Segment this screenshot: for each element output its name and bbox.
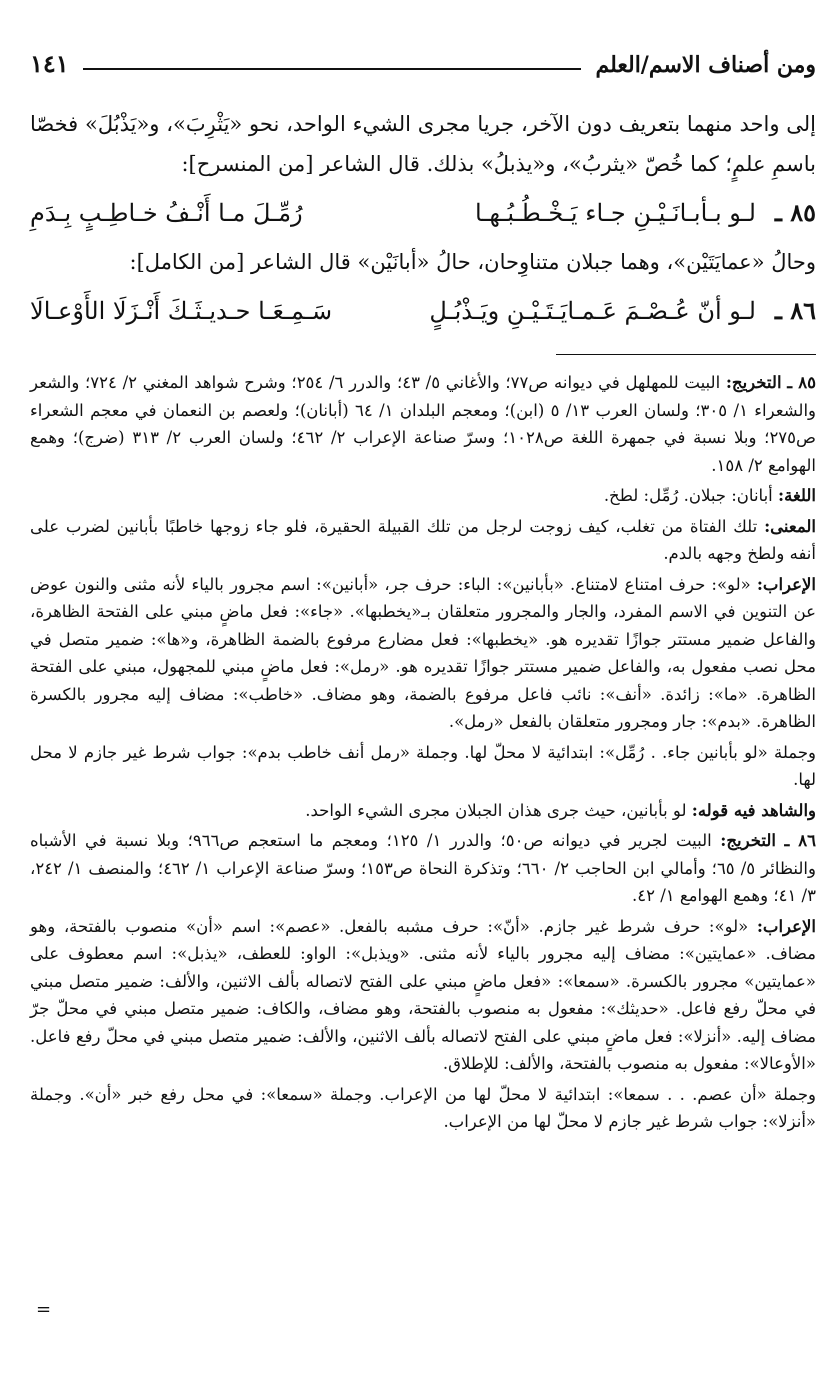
note-86-takhrij xyxy=(30,827,816,910)
verse-85 xyxy=(30,188,816,238)
note-85-lugha-label: اللغة: xyxy=(778,486,816,505)
note-85-number: ٨٥ ـ xyxy=(787,373,816,392)
note-85-jumla: وجملة «لو بأبانين جاء. . رُمِّل»: ابتدائية لا محلّ لها. وجملة «رمل أنف خاطب بدم»: جواب شرط غير جازم لا محل لها. xyxy=(30,742,816,789)
note-85-irab xyxy=(30,571,816,736)
note-85-takhrij-text: البيت للمهلهل في ديوانه ص٧٧؛ والأغاني ٥/ ٤٣؛ والدرر ٦/ ٢٥٤؛ وشرح شواهد المغني ٢/ ٧٢٤؛ والشعر والشعراء ١/ ٣٠٥؛ ولسان العرب ١٣/ ٥ (ابن)؛ ومعجم البلدان ١/ ٦٤ (أبانان)؛ ولعصم بن النعمان في معجم الشعراء ص٢٧٥؛ وبلا نسبة في جمهرة اللغة ص١٠٢٨؛ وسرّ صناعة الإعراب ٢/ ٤٦٢؛ ولسان العرب ٢/ ٣١٣ (ضرج)؛ وهمع الهوامع ٢/ ١٥٨. xyxy=(30,373,816,475)
note-86-number: ٨٦ ـ xyxy=(784,831,817,850)
note-85-irab-text: «لو»: حرف امتناع لامتناع. «بأبانين»: الباء: حرف جر، «أبانين»: اسم مجرور بالياء لأنه مثنى والنون عوض عن التنوين في الاسم المفرد، والجار والمجرور متعلقان بـ«يخطبها». «جاء»: فعل ماضٍ مبني على الفتحة الظاهرة، والفاعل ضمير مستتر جوازًا تقديره هو. «يخطبها»: فعل مضارع مرفوع بالضمة الظاهرة، و«ها»: ضمير متصل في محل نصب مفعول به، والفاعل ضمير مستتر جوازًا تقديره هو. «رمل»: فعل ماضٍ مبني للمجهول، مبني على الفتحة الظاهرة. «ما»: زائدة. «أنف»: نائب فاعل مرفوع بالضمة، وهو مضاف. «خاطب»: مضاف إليه مجرور بالكسرة الظاهرة. «بدم»: جار ومجرور متعلقان بالفعل «رمل». xyxy=(30,574,816,731)
note-86-irab-text: «لو»: حرف شرط غير جازم. «أنّ»: حرف مشبه بالفعل. «عصم»: اسم «أن» منصوب بالفتحة، وهو مضاف. «عمايتين»: مضاف إليه مجرور بالياء لأنه مثنى. «ويذبل»: الواو: للعطف، «يذبل»: اسم معطوف على «عمايتين» مجرور بالكسرة. «سمعا»: «فعل ماضٍ مبني على الفتح لاتصاله بألف الاثنين، والألف: ضمير متصل مبني في محلّ رفع فاعل. «حديثك»: مفعول به منصوب بالفتحة، وهو مضاف، والكاف: ضمير متصل مبني في محلّ جرّ مضاف إليه. «أنزلا»: فعل ماضٍ مبني على الفتح لاتصاله بألف الاثنين، والألف: ضمير متصل مبني في محلّ رفع فاعل. «الأوعالا»: مفعول به منصوب بالفتحة، والألف: للإطلاق. xyxy=(30,916,816,1073)
verse-86-second-hemistich: سَـمِـعَـا حـديـثَـكَ أَنْـزَلَا الأَوْعـالَا xyxy=(30,297,333,325)
note-85-irab-label: الإعراب: xyxy=(756,574,816,594)
page-number: ١٤١ xyxy=(30,49,69,78)
note-85-shahid xyxy=(30,797,816,825)
verse-85-first-hemistich: لـو بـأبـانَـيْـنِ جـاء يَـخْـطُـبُـهـا xyxy=(474,199,756,227)
header-rule xyxy=(83,68,582,70)
note-85-maana xyxy=(30,513,816,568)
note-85-shahid-text: لو بأبانين، حيث جرى هذان الجبلان مجرى الشيء الواحد. xyxy=(305,800,687,820)
verse-86-number: ٨٦ ـ xyxy=(774,296,816,325)
note-86-jumla: وجملة «أن عصم. . . سمعا»: ابتدائية لا محلّ لها من الإعراب. وجملة «سمعا»: في محل رفع خبر «أن». وجملة «أنزلا»: جواب شرط غير جازم لا محلّ لها من الإعراب. xyxy=(30,1084,816,1131)
running-header xyxy=(30,40,816,78)
body-paragraph-2: وحالُ «عمايَتَيْن»، وهما جبلان متناوِحان، حالُ «أبانَيْن» قال الشاعر [من الكامل]: xyxy=(129,250,816,274)
footnotes xyxy=(30,369,816,1136)
book-page xyxy=(30,40,816,1139)
main-text xyxy=(30,104,816,336)
note-85-takhrij-label: التخريج: xyxy=(725,373,782,392)
note-85-lugha xyxy=(30,482,816,510)
verse-85-second-hemistich: رُمِّـلَ مـا أَنْـفُ خـاطِـبٍ بِـدَمِ xyxy=(30,199,303,227)
verse-86 xyxy=(30,286,816,336)
note-86-irab-label: الإعراب: xyxy=(756,916,816,936)
verse-85-number: ٨٥ ـ xyxy=(774,198,816,227)
note-85-shahid-label: والشاهد فيه قوله: xyxy=(691,800,816,820)
body-paragraph-1: إلى واحد منهما بتعريف دون الآخر، جريا مجرى الشيء الواحد، نحو «يَثْرِبَ»، و«يَذْبُلَ» فخصّا باسمِ علمٍ؛ كما خُصّ «يثربُ»، و«يذبلُ» بذلك. قال الشاعر [من المنسرح]: xyxy=(30,112,816,176)
note-85-lugha-text: أبانان: جبلان. رُمِّل: لطخ. xyxy=(603,486,773,505)
running-title: ومن أصناف الاسم/العلم xyxy=(595,52,816,78)
note-86-irab xyxy=(30,913,816,1078)
note-85-maana-text: تلك الفتاة من تغلب، كيف زوجت لرجل من تلك القبيلة الحقيرة، فلو جاء زوجها خاطبًا بأبانين لضرب على أنفه ولطخ وجهه بالدم. xyxy=(30,516,816,563)
footnote-rule xyxy=(556,354,816,355)
footnote-separator xyxy=(30,340,816,369)
margin-mark: = xyxy=(36,1299,52,1320)
note-86-takhrij-text: البيت لجرير في ديوانه ص٥٠؛ والدرر ١/ ١٢٥؛ ومعجم ما استعجم ص٩٦٦؛ وبلا نسبة في الأشباه والنظائر ٥/ ٦٥؛ وأمالي ابن الحاجب ٢/ ٦٦٠؛ وتذكرة النحاة ص١٥٣؛ وسرّ صناعة الإعراب ١/ ٤٦٢؛ والمنصف ١/ ٢٤٢، ٣/ ٤١؛ وهمع الهوامع ١/ ٤٢. xyxy=(30,831,816,905)
verse-86-first-hemistich: لـو أنّ عُـصْـمَ عَـمـايَـتَـيْـنِ ويَـذْبُـلٍ xyxy=(429,297,756,325)
note-86-takhrij-label: التخريج: xyxy=(720,831,776,850)
note-85-takhrij xyxy=(30,369,816,479)
note-85-maana-label: المعنى: xyxy=(764,516,816,536)
